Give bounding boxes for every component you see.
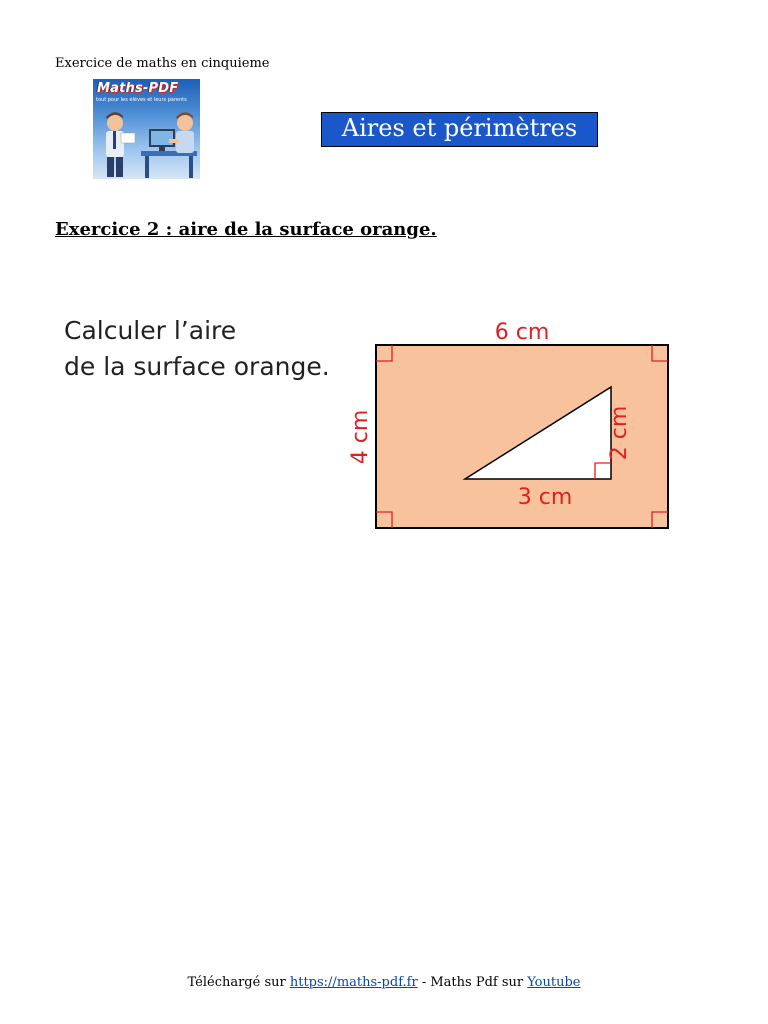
rectangle-height-label: 4 cm [348, 409, 373, 465]
logo-brand: Maths-PDF [97, 81, 179, 96]
footer [0, 975, 768, 990]
students-illustration [93, 103, 200, 179]
maths-pdf-logo [93, 79, 200, 179]
footer-middle: - Maths Pdf sur [417, 975, 528, 990]
footer-prefix: Téléchargé sur [187, 975, 290, 990]
rectangle-width-label: 6 cm [494, 320, 550, 345]
instruction-line-1: Calculer l’aire [64, 316, 237, 345]
site-link[interactable]: https://maths-pdf.fr [289, 975, 418, 990]
triangle-height-label: 2 cm [607, 405, 632, 461]
exercise-instruction [64, 313, 344, 385]
header-subject: Exercice de maths en cinquieme [55, 56, 270, 71]
page-title: Aires et périmètres [341, 114, 578, 142]
page-title-box [321, 112, 598, 147]
logo-tagline: tout pour les élèves et leurs parents [96, 97, 187, 103]
instruction-line-2: de la surface orange. [64, 352, 330, 381]
exercise-heading: Exercice 2 : aire de la surface orange. [55, 219, 437, 240]
geometry-figure [330, 310, 680, 538]
youtube-link[interactable]: Youtube [527, 975, 581, 990]
triangle-base-label: 3 cm [517, 485, 573, 510]
